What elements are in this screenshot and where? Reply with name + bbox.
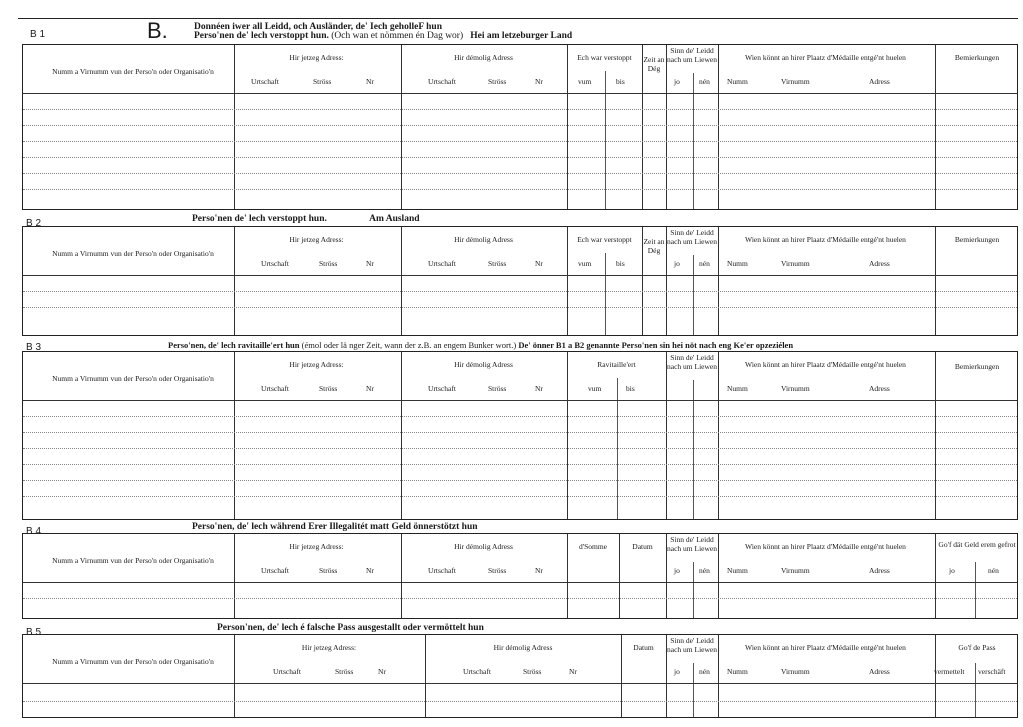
col-current-addr: Hir jetzeg Adress:	[289, 360, 344, 369]
col-geld: Go'f dät Geld erem gefrot	[938, 540, 1016, 549]
col-nr: Nr	[569, 667, 577, 676]
col-urtschaft: Urtschaft	[273, 667, 301, 676]
col-alive: Sinn de' Leidd nach um Liewen	[667, 46, 717, 64]
col-verschaft: verschäft	[978, 667, 1006, 676]
col-datum: Datum	[632, 542, 653, 551]
section-b2	[22, 212, 1018, 336]
col-alive: Sinn de' Leidd nach um Liewen	[667, 636, 717, 654]
col-nen: nén	[699, 77, 710, 86]
col-stross: Ströss	[313, 77, 332, 86]
col-vum: vum	[578, 259, 592, 268]
section-title: Person'nen, de' lech é falsche Pass ausgestallt oder vermöttelt hun	[217, 623, 484, 633]
col-stross: Ströss	[319, 384, 338, 393]
col-medal: Wien könnt an hirer Plaatz d'Médaille entgé'nt huelen	[745, 235, 906, 244]
col-hidden: Ech war verstoppt	[577, 235, 632, 244]
col-medal: Wien könnt an hirer Plaatz d'Médaille entgé'nt huelen	[745, 360, 906, 369]
col-virnumm: Virnumm	[781, 259, 810, 268]
col-virnumm: Virnumm	[781, 384, 810, 393]
table-b1	[22, 44, 1018, 210]
col-vermettelt: vermettelt	[934, 667, 965, 676]
col-adress: Adress	[869, 667, 890, 676]
col-jo: jo	[674, 77, 680, 86]
col-name: Numm a Virnumm vun der Perso'n oder Organisatio'n	[52, 67, 214, 76]
col-nr: Nr	[366, 259, 374, 268]
col-vum: vum	[578, 77, 592, 86]
col-former-addr: Hir démolig Adress	[454, 235, 513, 244]
section-title: Perso'nen de' lech verstoppt hun. Am Ausland	[192, 214, 420, 224]
col-adress: Adress	[869, 566, 890, 575]
col-stross: Ströss	[488, 259, 507, 268]
col-stross: Ströss	[488, 384, 507, 393]
col-nen: nén	[699, 667, 710, 676]
col-jo: jo	[949, 566, 955, 575]
table-b5	[22, 634, 1018, 718]
table-b4	[22, 533, 1018, 619]
section-label: B 5	[26, 627, 42, 638]
col-medal: Wien könnt an hirer Plaatz d'Médaille entgé'nt huelen	[745, 643, 906, 652]
col-stross: Ströss	[488, 566, 507, 575]
col-medal: Wien könnt an hirer Plaatz d'Médaille entgé'nt huelen	[745, 542, 906, 551]
col-nr: Nr	[535, 77, 543, 86]
top-rule	[18, 18, 1018, 19]
col-urtschaft: Urtschaft	[428, 77, 456, 86]
section-b5	[22, 621, 1018, 725]
col-virnumm: Virnumm	[781, 77, 810, 86]
col-ravitaille: Ravitaille'ert	[597, 360, 636, 369]
col-alive: Sinn de' Leidd nach um Liewen	[667, 353, 717, 371]
col-current-addr: Hir jetzeg Adress:	[289, 53, 344, 62]
col-virnumm: Virnumm	[781, 667, 810, 676]
col-alive: Sinn de' Leidd nach um Liewen	[667, 228, 717, 246]
section-label: B 4	[26, 526, 42, 537]
col-stross: Ströss	[523, 667, 542, 676]
col-former-addr: Hir démolig Adress	[454, 360, 513, 369]
col-name: Numm a Virnumm vun der Perso'n oder Organisatio'n	[52, 657, 214, 666]
col-zeit: Zeit an Dég	[643, 237, 665, 255]
col-current-addr: Hir jetzeg Adress:	[289, 542, 344, 551]
col-urtschaft: Urtschaft	[428, 259, 456, 268]
col-nen: nén	[699, 259, 710, 268]
col-urtschaft: Urtschaft	[428, 384, 456, 393]
col-nr: Nr	[366, 77, 374, 86]
col-former-addr: Hir démolig Adress	[454, 542, 513, 551]
col-urtschaft: Urtschaft	[261, 566, 289, 575]
col-adress: Adress	[869, 384, 890, 393]
col-urtschaft: Urtschaft	[463, 667, 491, 676]
section-b3	[22, 338, 1018, 520]
section-title: Perso'nen, de' lech während Erer Illegalitét matt Geld önnerstötzt hun	[192, 522, 478, 532]
section-label: B 3	[26, 342, 42, 353]
col-adress: Adress	[869, 259, 890, 268]
col-virnumm: Virnumm	[781, 566, 810, 575]
col-hidden: Ech war verstoppt	[577, 53, 632, 62]
col-stross: Ströss	[488, 77, 507, 86]
col-name: Numm a Virnumm vun der Perso'n oder Organisatio'n	[52, 374, 214, 383]
col-nr: Nr	[378, 667, 386, 676]
col-current-addr: Hir jetzeg Adress:	[301, 643, 357, 652]
section-title: Perso'nen, de' lech ravitaille'ert hun (émol oder lä nger Zeit, wann der z.B. an engem Bunker wort.) De' önner B1 a B2 genannte Perso'nen sin hei nöt nach eng Ke'er opzeziélen	[168, 340, 794, 350]
col-former-addr: Hir démolig Adress	[454, 53, 513, 62]
col-alive: Sinn de' Leidd nach um Liewen	[667, 535, 717, 553]
col-former-addr: Hir démolig Adress	[493, 643, 553, 652]
col-nr: Nr	[535, 384, 543, 393]
col-nr: Nr	[366, 566, 374, 575]
col-urtschaft: Urtschaft	[261, 384, 289, 393]
col-vum: vum	[588, 384, 602, 393]
col-stross: Ströss	[319, 566, 338, 575]
col-bis: bis	[626, 384, 635, 393]
col-bis: bis	[616, 259, 625, 268]
col-name: Numm a Virnumm vun der Perso'n oder Organisatio'n	[52, 249, 214, 258]
col-name: Numm a Virnumm vun der Perso'n oder Organisatio'n	[52, 556, 214, 565]
col-remarks: Bemierkungen	[954, 53, 1000, 62]
col-numm: Numm	[727, 667, 748, 676]
col-stross: Ströss	[319, 259, 338, 268]
col-numm: Numm	[727, 77, 748, 86]
col-bis: bis	[616, 77, 625, 86]
col-somme: d'Somme	[578, 542, 608, 551]
section-label: B 2	[26, 218, 42, 229]
col-remarks: Bemierkungen	[954, 362, 1000, 371]
col-zeit: Zeit an Dég	[643, 55, 665, 73]
col-nen: nén	[988, 566, 999, 575]
form-header-line1: Donnéen iwer all Leidd, och Ausländer, de' Iech geholleF hun	[194, 22, 443, 32]
col-datum: Datum	[633, 643, 654, 652]
col-urtschaft: Urtschaft	[428, 566, 456, 575]
section-b4	[22, 520, 1018, 620]
col-nr: Nr	[535, 259, 543, 268]
section-b1	[22, 20, 1018, 210]
col-jo: jo	[674, 566, 680, 575]
section-label: B 1	[30, 29, 46, 40]
col-remarks: Bemierkungen	[954, 235, 1000, 244]
col-numm: Numm	[727, 259, 748, 268]
col-nen: nén	[699, 566, 710, 575]
col-pass: Go'f de Pass	[958, 643, 996, 652]
col-nr: Nr	[535, 566, 543, 575]
col-numm: Numm	[727, 566, 748, 575]
col-numm: Numm	[727, 384, 748, 393]
col-urtschaft: Urtschaft	[251, 77, 279, 86]
form-letter: B.	[147, 18, 168, 43]
col-adress: Adress	[869, 77, 890, 86]
form-header-line2: Perso'nen de' lech verstoppt hun. (Och wan et nömmen én Dag wor) Hei am letzeburger Land	[194, 31, 573, 41]
col-jo: jo	[674, 667, 680, 676]
table-b3	[22, 351, 1018, 520]
col-urtschaft: Urtschaft	[261, 259, 289, 268]
table-b2	[22, 226, 1018, 336]
col-stross: Ströss	[335, 667, 354, 676]
col-jo: jo	[674, 259, 680, 268]
col-medal: Wien könnt an hirer Plaatz d'Médaille entgé'nt huelen	[745, 53, 906, 62]
col-current-addr: Hir jetzeg Adress:	[289, 235, 344, 244]
col-nr: Nr	[366, 384, 374, 393]
